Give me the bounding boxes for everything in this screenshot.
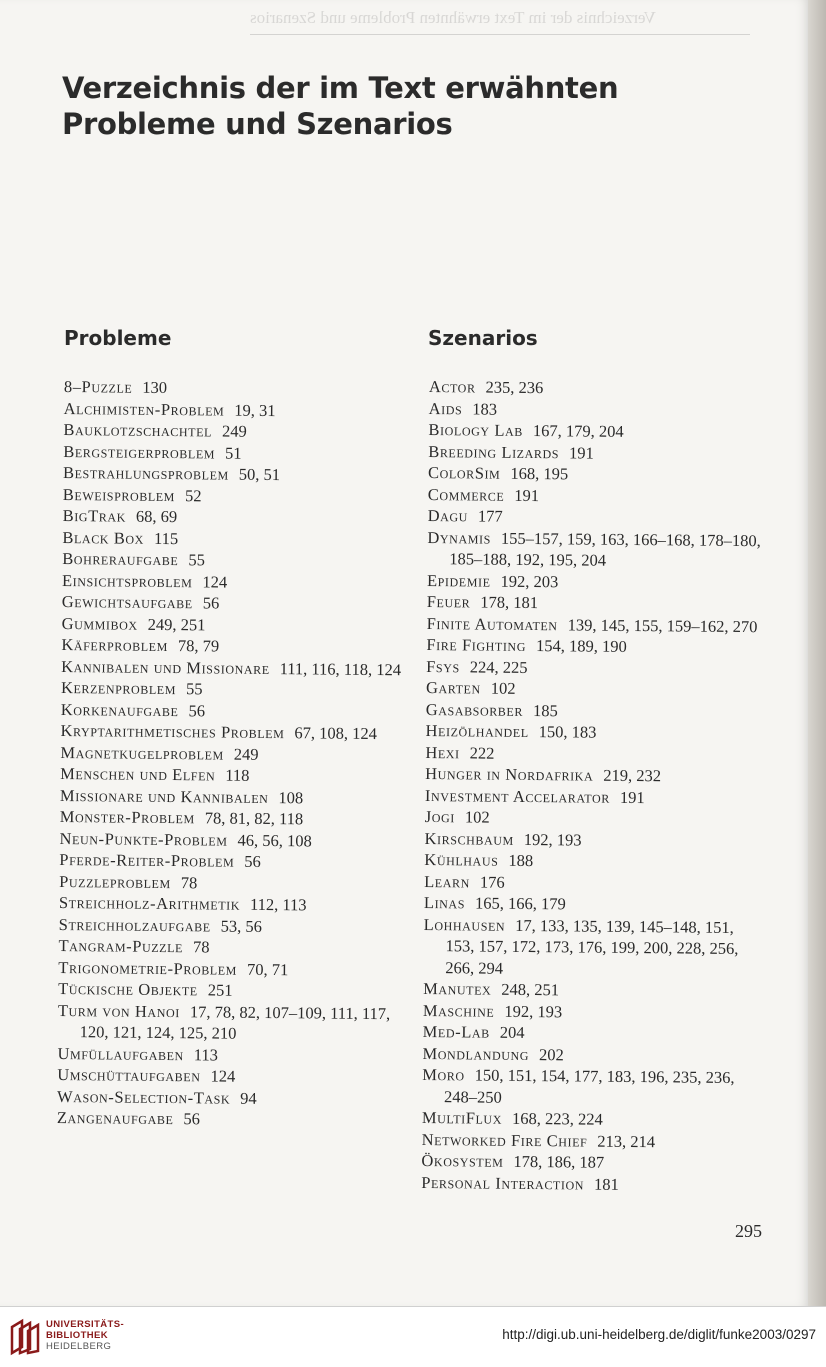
index-term: Aids [428, 398, 463, 418]
index-entry [429, 376, 764, 401]
index-term: Garten [425, 677, 481, 698]
index-term: Black Box [62, 527, 145, 548]
index-term: Magnetkugelproblem [60, 742, 224, 764]
index-pages: 46, 56, 108 [237, 830, 312, 850]
index-term: Heizölhandel [425, 720, 529, 741]
index-term: Feuer [426, 591, 471, 612]
digitization-footer [0, 1306, 826, 1367]
index-entry [425, 763, 760, 788]
index-pages: 167, 179, 204 [532, 421, 624, 441]
index-pages: 113 [193, 1044, 219, 1065]
index-entry [59, 892, 404, 917]
index-term: Tückische Objekte [58, 978, 198, 1000]
index-entry [426, 677, 761, 702]
index-pages: 183 [472, 398, 498, 419]
index-term: Alchimisten-Problem [63, 398, 225, 420]
index-pages: 55 [188, 550, 205, 570]
index-pages: 102 [490, 678, 516, 698]
index-pages: 51 [225, 443, 242, 463]
index-entry [428, 505, 763, 530]
index-pages: 115 [153, 528, 179, 548]
index-entry [58, 999, 403, 1045]
index-term: Menschen und Elfen [60, 763, 216, 785]
index-entry [425, 806, 760, 831]
index-pages: 108 [278, 787, 304, 807]
index-pages: 78, 79 [177, 636, 220, 656]
index-term: Manutex [423, 978, 492, 999]
index-pages: 154, 189, 190 [535, 636, 627, 656]
index-pages: 102 [464, 807, 490, 827]
index-entry [423, 1021, 758, 1046]
index-pages: 56 [202, 593, 220, 613]
index-pages: 191 [514, 485, 540, 505]
index-term: Biology Lab [428, 419, 524, 440]
index-entry [60, 806, 405, 831]
index-entry [60, 720, 405, 745]
index-term: Gewichtsaufgabe [61, 591, 193, 613]
index-pages: 78 [192, 937, 210, 957]
index-term: Med-Lab [422, 1021, 490, 1042]
index-term: ColorSim [427, 462, 501, 483]
index-entry [427, 591, 762, 616]
index-pages: 251 [207, 980, 233, 1000]
index-term: Beweisproblem [62, 484, 176, 505]
index-entry [423, 978, 758, 1003]
index-entry [57, 1107, 402, 1132]
index-term: Hexi [425, 742, 460, 762]
index-term: Wason-Selection-Task [56, 1086, 231, 1108]
index-entry [424, 892, 759, 917]
index-entry [424, 849, 759, 874]
index-pages: 130 [142, 377, 168, 397]
library-name [46, 1319, 124, 1352]
index-pages: 192, 193 [523, 829, 582, 849]
index-term: Umschüttaufgaben [57, 1064, 201, 1086]
index-term: Breeding Lizards [428, 441, 560, 462]
index-pages: 139, 145, 155, 159–162, 270 [567, 614, 758, 636]
index-pages: 222 [469, 742, 495, 763]
index-term: Maschine [422, 1000, 495, 1021]
index-term: Umfüllaufgaben [57, 1043, 184, 1064]
index-term: 8–Puzzle [63, 376, 133, 397]
index-term: Dynamis [427, 527, 492, 548]
index-term: Kühlhaus [424, 849, 499, 870]
index-term: Actor [428, 376, 476, 397]
index-pages: 178, 186, 187 [513, 1151, 605, 1172]
index-pages: 17, 78, 82, 107–109, 111, 117, 120, 121, 124, 125, 210 [79, 1001, 391, 1043]
index-pages: 249 [233, 744, 259, 764]
index-entry [427, 526, 762, 572]
index-term: BigTrak [62, 505, 127, 526]
index-pages: 185 [532, 700, 558, 720]
probleme-index-list [57, 376, 409, 1132]
index-entry [63, 462, 408, 487]
index-term: Fire Fighting [426, 634, 527, 655]
library-name-line3: HEIDELBERG [46, 1341, 112, 1352]
index-term: Neun-Punkte-Problem [59, 828, 228, 850]
index-term: Missionare und Kannibalen [59, 785, 269, 807]
index-term: Einsichtsproblem [61, 570, 193, 591]
index-term: Kerzenproblem [60, 677, 177, 699]
index-term: Streichholz-Arithmetik [58, 892, 241, 914]
index-pages: 192, 193 [504, 1001, 563, 1021]
index-entry [426, 634, 761, 659]
index-pages: 213, 214 [597, 1131, 656, 1151]
index-term: Kryptarithmetisches Problem [60, 720, 285, 743]
index-pages: 19, 31 [234, 400, 276, 420]
index-entry [63, 419, 408, 444]
index-pages: 150, 183 [538, 722, 597, 742]
index-term: Kannibalen und Missionare [61, 656, 270, 678]
index-pages: 118 [225, 765, 250, 785]
index-term: Trigonometrie-Problem [58, 957, 238, 979]
heading-szenarios: Szenarios [428, 326, 538, 350]
index-entry [62, 548, 407, 573]
index-pages: 52 [184, 485, 202, 505]
index-term: Mondlandung [422, 1043, 530, 1064]
index-term: Pferde-Reiter-Problem [59, 849, 235, 871]
index-term: Monster-Problem [59, 806, 195, 828]
index-entry [425, 720, 760, 745]
index-term: Zangenaufgabe [56, 1107, 174, 1129]
index-term: Bestrahlungsproblem [62, 462, 229, 484]
index-pages: 78, 81, 82, 118 [204, 808, 304, 829]
index-pages: 70, 71 [246, 959, 289, 979]
index-entry [60, 763, 405, 788]
index-entry [421, 1150, 756, 1175]
index-pages: 224, 225 [469, 656, 528, 677]
index-term: Jogi [424, 806, 456, 827]
index-entry [57, 1064, 402, 1089]
index-pages: 150, 151, 154, 177, 183, 196, 235, 236, 248–250 [443, 1065, 735, 1107]
index-pages: 56 [183, 1109, 201, 1129]
index-pages: 202 [539, 1044, 564, 1064]
index-term: Puzzleproblem [59, 871, 171, 892]
index-pages: 155–157, 159, 163, 166–168, 178–180, 185–188, 192, 195, 204 [449, 528, 761, 570]
index-pages: 165, 166, 179 [474, 893, 566, 914]
index-pages: 50, 51 [238, 464, 281, 485]
index-term: Gasabsorber [425, 699, 524, 720]
index-term: Dagu [427, 505, 469, 526]
index-entry [61, 677, 406, 702]
index-pages: 168, 195 [510, 463, 569, 484]
index-entry [58, 935, 403, 960]
index-pages: 219, 232 [603, 765, 662, 786]
index-term: Tangram-Puzzle [58, 935, 184, 957]
index-pages: 94 [240, 1088, 257, 1108]
index-pages: 249 [221, 421, 247, 441]
index-pages: 53, 56 [220, 916, 263, 936]
page-title: Verzeichnis der im Text erwähnten Probleme und Szenarios [62, 71, 619, 141]
show-through-rule [250, 34, 750, 35]
page-number: 295 [735, 1221, 762, 1241]
index-pages: 181 [593, 1174, 619, 1194]
library-name-line1: UNIVERSITÄTS- [46, 1319, 125, 1330]
index-term: Korkenaufgabe [60, 699, 179, 720]
index-term: Moro [422, 1064, 465, 1085]
index-entry [422, 1107, 757, 1132]
index-pages: 17, 133, 135, 139, 145–148, 151, 153, 157, 172, 173, 176, 199, 200, 228, 256, 266, 294 [445, 915, 739, 978]
index-pages: 124 [210, 1066, 236, 1086]
index-term: Commerce [427, 484, 505, 505]
index-entry [58, 978, 403, 1003]
index-term: Networked Fire Chief [421, 1129, 588, 1151]
index-pages: 78 [180, 872, 198, 892]
index-term: Linas [423, 892, 466, 913]
index-entry [428, 419, 763, 444]
index-pages: 192, 203 [500, 571, 559, 591]
index-pages: 67, 108, 124 [294, 723, 377, 744]
index-term: Learn [424, 871, 470, 891]
index-pages: 176 [479, 872, 505, 892]
permalink-url[interactable]: http://digi.ub.uni-heidelberg.de/diglit/funke2003/0297 [502, 1327, 816, 1342]
index-pages: 191 [568, 442, 594, 463]
index-pages: 55 [185, 679, 203, 699]
index-entry [422, 1064, 757, 1110]
index-pages: 177 [477, 506, 503, 526]
index-pages: 204 [499, 1022, 525, 1042]
index-entry [64, 376, 409, 401]
index-term: Turm von Hanoi [57, 1000, 180, 1021]
index-pages: 188 [508, 850, 534, 871]
index-term: Gummibox [61, 613, 138, 634]
index-term: Epidemie [426, 570, 491, 591]
index-term: Bergsteigerproblem [63, 441, 216, 462]
index-pages: 56 [244, 851, 261, 871]
index-entry [421, 1171, 756, 1196]
index-pages: 124 [202, 571, 228, 592]
index-pages: 168, 223, 224 [511, 1108, 603, 1129]
index-pages: 111, 116, 118, 124 [279, 658, 402, 679]
index-term: Investment Accelarator [424, 785, 611, 807]
index-pages: 235, 236 [485, 377, 544, 398]
index-term: Ökosystem [421, 1150, 504, 1171]
szenarios-index-list [421, 376, 764, 1196]
index-term: Bauklotzschachtel [63, 419, 213, 441]
index-term: Kirschbaum [424, 828, 514, 849]
index-pages: 56 [188, 700, 206, 720]
show-through-header: Verzeichnis der im Text erwähnten Probleme und Szenarios [250, 8, 656, 27]
index-entry [428, 462, 763, 487]
index-term: MultiFlux [421, 1107, 503, 1128]
index-pages: 248, 251 [501, 979, 560, 1000]
index-term: Bohreraufgabe [62, 548, 179, 570]
index-pages: 112, 113 [249, 894, 307, 915]
index-pages: 178, 181 [480, 592, 539, 613]
index-pages: 249, 251 [147, 614, 206, 634]
page-edge [808, 0, 826, 1306]
index-term: Lohhausen [423, 914, 506, 935]
library-name-line2: BIBLIOTHEK [46, 1330, 109, 1341]
index-term: Finite Automaten [426, 613, 558, 634]
index-pages: 191 [619, 787, 645, 807]
index-term: Personal Interaction [421, 1172, 585, 1194]
heading-probleme: Probleme [64, 326, 172, 350]
index-term: Hunger in Nordafrika [425, 763, 594, 785]
index-entry [63, 505, 408, 530]
index-term: Fsys [426, 656, 460, 676]
university-library-logo-icon [8, 1317, 42, 1357]
index-pages: 68, 69 [135, 506, 178, 527]
index-entry [59, 849, 404, 874]
index-term: Streichholzaufgabe [58, 914, 211, 935]
index-term: Käferproblem [61, 634, 168, 656]
index-entry [61, 634, 406, 659]
index-entry [62, 591, 407, 616]
index-entry [423, 913, 759, 981]
